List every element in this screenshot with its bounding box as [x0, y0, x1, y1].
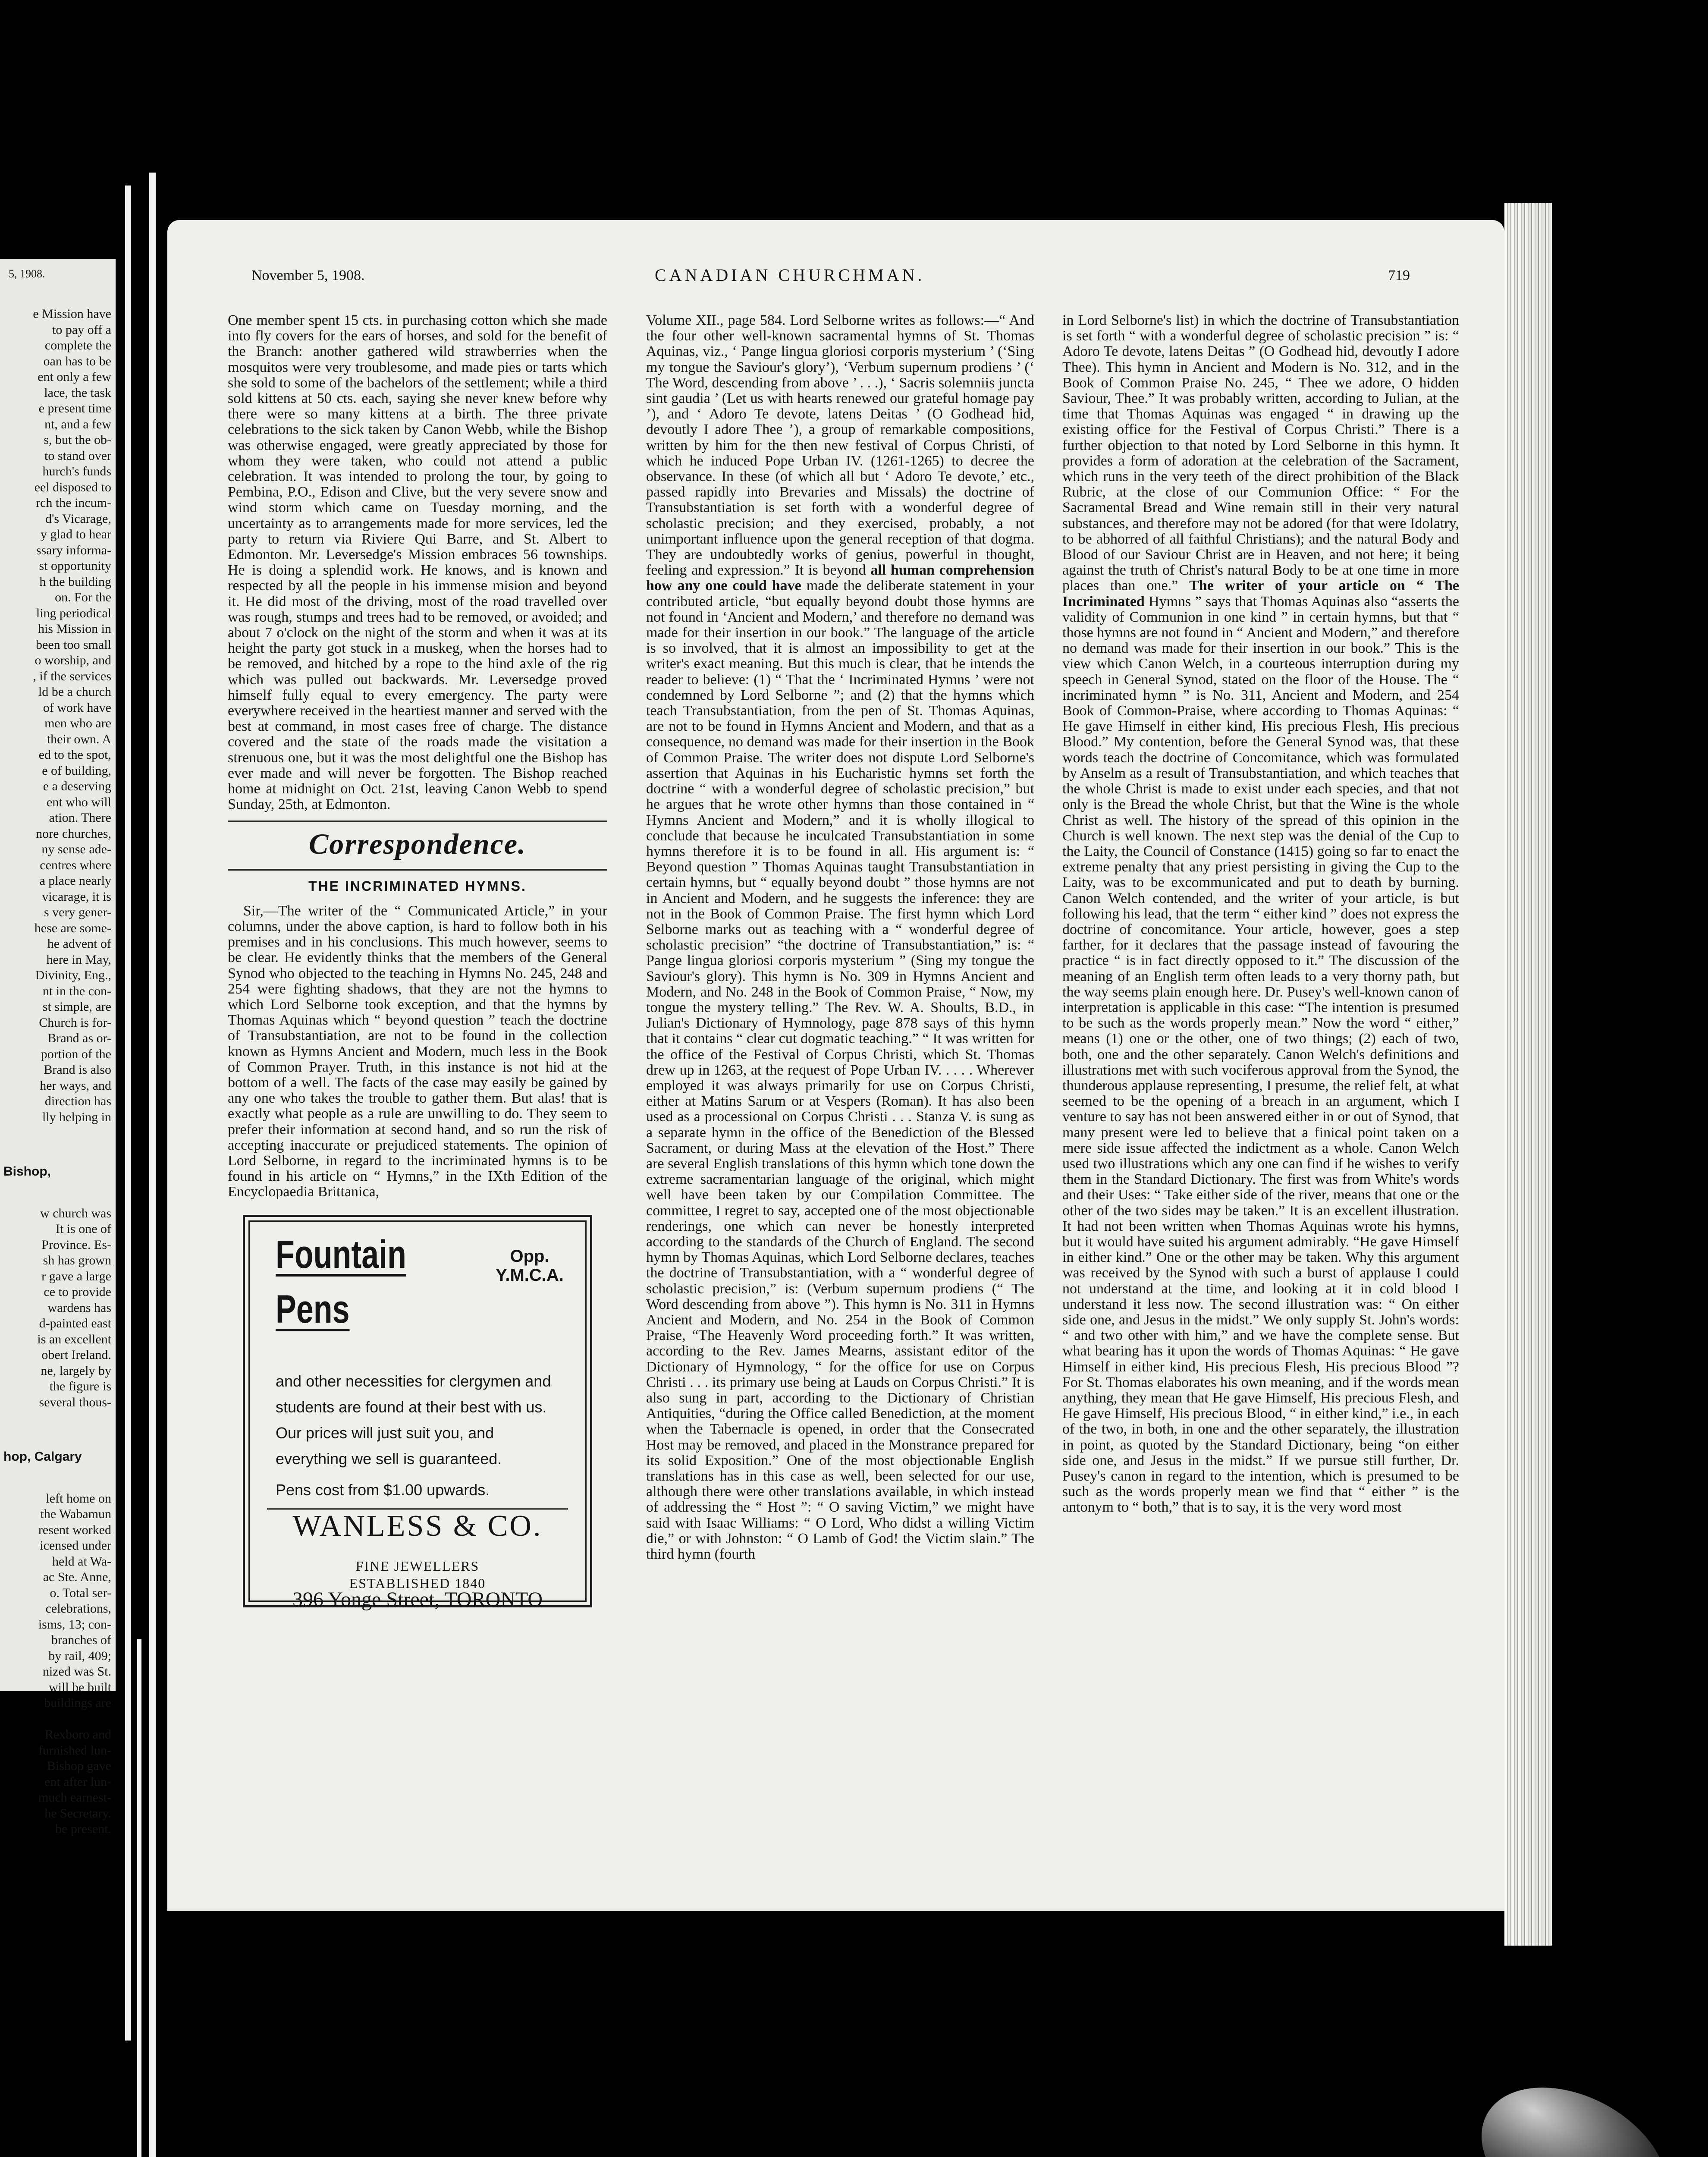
left-page-heading: hop, Calgary [3, 1450, 82, 1464]
left-page-line: rch the incum- [36, 496, 111, 510]
left-page-line: It is one of [55, 1222, 111, 1236]
left-page-line: e of building, [42, 763, 111, 778]
left-page-line: of work have [43, 700, 111, 715]
left-page-line: st simple, are [42, 1000, 111, 1014]
left-page-line: to pay off a [52, 322, 111, 337]
left-page-line: hese are some- [34, 921, 111, 935]
left-page-text [3, 306, 111, 1837]
left-page-line: her ways, and [40, 1078, 111, 1093]
ad-headline-fountain: Fountain [276, 1232, 406, 1277]
left-page-line: portion of the [41, 1047, 111, 1061]
left-page-line: r gave a large [41, 1269, 111, 1283]
left-page-line: vicarage, it is [42, 889, 111, 904]
ad-company: WANLESS & CO. [292, 1509, 543, 1543]
left-page-line: ent only a few [38, 370, 111, 384]
left-page-line: by rail, 409; [48, 1648, 111, 1663]
ad-address: 396 Yonge Street, TORONTO [292, 1588, 543, 1611]
page-number: 719 [1388, 267, 1410, 283]
left-page-line: e a deserving [43, 779, 111, 793]
column-2 [646, 313, 1034, 1563]
letter-text: in Lord Selborne's list) in which the doctrine of Transubstantiation is set forth “ with a wonderful degree of scholastic precision ” is: “ Adoro Te devote, latens Deitas ” (O Godhead hid, devoutly I adore Thee). This hymn in Ancient and Modern is No. 312, and in the Book of Common Praise No. 245, “ Thee we adore, O hidden Saviour, Thee.” It was probably written, according to Julian, at the time that Thomas Aquinas was engaged “ in drawing up the existing office for the Festival of Corpus Christi.” There is a further objection to that noted by Lord Selborne in this hymn. It provides a form of adoration at the celebration of the Sacrament, which runs in the very teeth of the direct prohibition of the Black Rubric, at the close of our Communion Office: “ For the Sacramental Bread and Wine remain still in their very natural substances, and therefore may not be adored (for that were Idolatry, to be abhorred of all faithful Christians); and the natural Body and Blood of our Saviour Christ are in Heaven, and not here; it being against the truth of Christ's natural Body to be at one time in more places than one.” [1062, 312, 1459, 594]
left-page-line: ent who will [47, 795, 111, 809]
left-page-line: resent worked [38, 1522, 111, 1537]
left-page-line: ation. There [49, 811, 111, 825]
masthead-title: CANADIAN CHURCHMAN. [655, 265, 925, 285]
left-page-line: he advent of [47, 937, 111, 951]
left-page-line: e Mission have [33, 307, 111, 321]
left-page-line: ne, largely by [41, 1363, 111, 1378]
left-running-head: 5, 1908. [9, 267, 45, 280]
left-page-line: nt in the con- [42, 984, 111, 998]
ad-location: Opp. Y.M.C.A. [496, 1246, 564, 1285]
ad-trade-line: FINE JEWELLERS [355, 1558, 480, 1574]
ad-trade [250, 1557, 585, 1592]
left-page-line: left home on [46, 1491, 111, 1506]
issue-date: November 5, 1908. [251, 267, 365, 283]
left-page-line: the Wabamun [40, 1507, 111, 1521]
ad-body [276, 1368, 569, 1503]
left-page-fragment [0, 259, 116, 1836]
left-page-line: furnished lun- [38, 1743, 111, 1758]
left-page-line: ce to provide [44, 1285, 111, 1299]
left-page-line: h the building [39, 574, 111, 589]
ad-established: ESTABLISHED 1840 [349, 1575, 486, 1591]
left-page-line: several thous- [39, 1395, 111, 1409]
left-page-line: held at Wa- [52, 1554, 111, 1569]
left-page-line: ent after lun- [44, 1774, 111, 1789]
left-page-line: lly helping in [42, 1110, 111, 1124]
left-page-line: s, but the ob- [44, 433, 111, 447]
letter-text: made the deliberate statement in your contributed article, “but equally beyond doubt those hymns are not found in ‘Ancient and Modern,’ and therefore no demand was made for their insertion in our book.” The language of the article is so involved, that it is almost an impossibility to get at the writer's exact meaning. But this much is clear, that he intends the reader to believe: (1) “ That the ‘ Incriminated Hymns ’ were not condemned by Lord Selborne ”; and (2) that the hymns which teach Transubstantiation, from the pen of St. Thomas Aquinas, are not to be found in Hymns Ancient and Modern, and that as a consequence, no demand was made for their insertion in the Book of Common Praise. The writer does not dispute Lord Selborne's assertion that Aquinas in his Eucharistic hymns set forth the doctrine “ with a wonderful degree of scholastic precision,” but he argues that he wrote other hymns than those contained in “ Hymns Ancient and Modern,” and it is wholly illogical to conclude that because he inculcated Transubstantiation in some hymns therefore it is to be found in all. His argument is: “ Beyond question ” Thomas Aquinas taught Transubstantiation in certain hymns, but “ equally beyond doubt ” those hymns are not in Ancient and Modern, and he suggests the inference: they are not in the Book of Common Praise. The first hymn which Lord Selborne marks out as teaching with a “ wonderful degree of scholastic precision” “the doctrine of Transubstantiation,” is: “ Pange lingua gloriosi corporis mysterium ” (Sing my tongue the Saviour's glory). This hymn is No. 309 in Hymns Ancient and Modern, and No. 248 in the Book of Common Praise, “ Now, my tongue the mystery telling.” The Rev. W. A. Shoults, B.D., in Julian's Dictionary of Hymnology, page 878 says of this hymn that it contains “ clear cut dogmatic teaching.” “ It was written for the office of the Festival of Corpus Christi, which St. Thomas drew up in 1263, at the request of Pope Urban IV. . . . . Wherever employed it was always primarily for use on Corpus Christi, either at Matins Sarum or at Vespers (Roman). It has also been used as a processional on Corpus Christi . . . Stanza V. is sung as a separate hymn in the office of the Benediction of the Blessed Sacrament, or during Mass at the elevation of the Host.” There are several English translations of this hymn which tone down the extreme sacramentarian language of the original, which might well have been taken by our Compilation Committee. The committee, I regret to say, accepted one of the most objectionable renderings, one which can never be honestly interpreted according to the standards of the Church of England. The second hymn by Thomas Aquinas, which Lord Selborne declares, teaches the doctrine of Transubstantiation, with a “ wonderful degree of scholastic precision,” is: (Verbum supernum prodiens (“ The Word descending from above ”). This hymn is No. 311 in Hymns Ancient and Modern, and No. 254 in the Book of Common Praise, “The Heavenly Word proceeding forth.” It was written, according to the Rev. James Mearns, assistant editor of the Dictionary of Hymnology, “ for the office for use on Corpus Christi . . . its primary use being at Lauds on Corpus Christi.” It is also sung in part, according to the Dictionary of Christian Antiquities, “during the Office called Benediction, at the moment when the Tabernacle is opened, in order that the Consecrated Host may be removed, and placed in the Monstrance prepared for its solid Exposition.” One of the most objectionable English translations has in this case as well, been selected for our use, although there were other translations available, in which instead of addressing the “ Host ”: “ O saving Victim,” we might have said with Isaac Williams: “ O Lord, Who didst a willing Victim die,” or with Johnston: “ O Lamb of God! the Victim slain.” The third hymn (fourth [646, 578, 1035, 1563]
left-page-line: nt, and a few [44, 417, 111, 431]
left-page-line: complete the [44, 338, 111, 352]
letter-continued [1062, 313, 1459, 1516]
mission-report-paragraph: One member spent 15 cts. in purchasing cotton which she made into fly covers for the ears of horses, and sold for the benefit of the Branch: another gathered wild strawberries when the mosquitos were very troublesome, and made pies or tarts which she sold to some of the bachelors of the settlement; while a third sold kittens at 50 cts. each, saying she never knew before why there were so many kittens at a birth. The three private celebrations to the sick taken by Canon Webb, while the Bishop was otherwise engaged, were greatly appreciated by those for whom they were taken, who could not attend a public celebration. It was intended to prolong the tour, by going to Pembina, P.O., Edison and Clive, but the very severe snow and wind storm which came on Tuesday morning, and the uncertainty as to arrangements made for more services, led the party to return via Riviere Qui Barre, and St. Albert to Edmonton. Mr. Leversedge's Mission embraces 56 townships. He is doing a splendid work. He knows, and is known and respected by all the people in his immense mision and beyond it. He did most of the driving, most of the road travelled over was rough, stumps and trees had to be removed, or avoided; and about 7 o'clock on the night of the storm and when it was at its height the party got stuck in a muskeg, when the horses had to be removed, and hitched by a rope to the hind axle of the rig which was pulled out backwards. Mr. Leversedge proved himself fully equal to every emergency. The party were everywhere received in the heartiest manner and served with the best at command, in most cases free of charge. The distance covered and the state of the roads made the visitation a strenuous one, but it was the most delightful one the Bishop has ever made and will never be forgotten. The Bishop reached home at midnight on Oct. 21st, leaving Canon Webb to spend Sunday, 25th, at Edmonton. [228, 312, 607, 813]
left-page-line: celebrations, [45, 1601, 111, 1616]
ad-headline-pens: Pens [276, 1287, 350, 1331]
left-page-line: here in May, [46, 952, 111, 967]
left-page-line: Bishop gave [47, 1759, 111, 1773]
left-page-line: d-painted east [39, 1316, 111, 1330]
left-page-line: , if the services [33, 669, 111, 683]
left-page-line: much earnest- [38, 1790, 111, 1805]
left-page-line: his Mission in [38, 622, 111, 636]
left-page-line: nore churches, [36, 826, 111, 841]
left-page-line: Brand as or- [47, 1031, 111, 1045]
ad-price: Pens cost from $1.00 upwards. [276, 1481, 490, 1499]
left-page-line: Church is for- [39, 1015, 111, 1030]
left-page-line: icensed under [40, 1538, 111, 1553]
left-page-line: eel disposed to [34, 480, 111, 494]
left-page-line: on. For the [55, 590, 111, 604]
left-page-line: s very gener- [44, 905, 111, 919]
left-page-line: hurch's funds [42, 464, 111, 478]
left-page-line: d's Vicarage, [45, 511, 111, 526]
left-page-line: isms, 13; con- [38, 1617, 111, 1632]
left-page-heading: Bishop, [3, 1164, 51, 1179]
volume-page-edges [1504, 203, 1552, 1946]
column-3 [1062, 313, 1459, 1516]
left-page-line: is an excellent [37, 1332, 111, 1346]
left-page-line: ld be a church [38, 685, 111, 699]
left-page-line: ac Ste. Anne, [43, 1570, 111, 1584]
left-page-line: Divinity, Eng., [35, 968, 111, 982]
fountain-pens-advertisement [243, 1215, 592, 1611]
left-page-line: lace, the task [44, 385, 111, 400]
left-page-line: Province. Es- [41, 1237, 111, 1252]
section-rule [228, 821, 607, 822]
newspaper-page [167, 220, 1504, 1911]
left-page-line: wardens has [47, 1300, 111, 1315]
left-page-line: ny sense ade- [41, 842, 111, 856]
left-page-line: he Secretary. [44, 1806, 111, 1821]
left-page-line: a place nearly [39, 874, 111, 888]
section-rule [228, 869, 607, 871]
letter-bold-text: The writer of your article on “ The Incriminated [1062, 578, 1459, 610]
left-page-line: Rexboro and [44, 1727, 111, 1742]
left-page-line: to stand over [44, 448, 111, 463]
left-page-line: o worship, and [35, 653, 111, 667]
left-page-line: sh has grown [43, 1253, 111, 1267]
scan-gutter-bar [149, 173, 156, 2157]
left-page-line: their own. A [47, 732, 111, 746]
scanner-glare [1457, 2058, 1692, 2157]
letter-body: Sir,—The writer of the “ Communicated Article,” in your columns, under the above caption, is hard to follow both in his premises and in his conclusions. This much however, seems to be clear. He evidently thinks that the members of the General Synod who objected to the teaching in Hymns No. 245, 248 and 254 were fighting shadows, that they are not the hymns to which Lord Selborne took exception, and that the hymns by Thomas Aquinas which “ beyond question ” teach the doctrine of Transubstantiation, are not to be found in the collection known as Hymns Ancient and Modern, much less in the Book of Common Prayer. Truth, in this instance is not hid at the bottom of a well. The facts of the case may easily be gained by any one who takes the trouble to gather them. But alas! that is exactly what people as a rule are unwilling to do. They seem to prefer their information at second hand, and so run the risk of accepting inaccurate or prejudiced statements. The opinion of Lord Selborne, in regard to the incriminated hymns is to be found in his article on “ Hymns,” in the IXth Edition of the Encyclopaedia Brittanica, [228, 902, 607, 1200]
column-1 [228, 312, 607, 1611]
left-page-line: the figure is [49, 1379, 111, 1393]
left-page-line: oan has to be [43, 354, 111, 368]
left-page-line: ling periodical [36, 606, 111, 620]
left-page-line: men who are [44, 716, 111, 730]
left-page-line: y glad to hear [40, 527, 111, 541]
scan-gutter-bar [125, 186, 131, 2041]
left-page-line: direction has [44, 1094, 111, 1108]
left-page-line: be present. [55, 1822, 111, 1836]
left-page-line: will be built [49, 1680, 111, 1695]
scan-gutter-bar [137, 1639, 141, 2157]
left-page-line: w church was [40, 1206, 111, 1220]
letter-continued [646, 313, 1034, 1562]
left-page-line: nized was St. [42, 1664, 111, 1679]
left-page-line: centres where [40, 858, 111, 872]
left-page-line: buildings are [44, 1696, 111, 1710]
left-page-line: obert Ireland. [41, 1348, 111, 1362]
left-page-line: ed to the spot, [38, 748, 111, 762]
left-page-line: e present time [38, 401, 111, 415]
letter-text: Volume XII., page 584. Lord Selborne writes as follows:—“ And the four other well-known sacramental hymns of St. Thomas Aquinas, viz., ‘ Pange lingua gloriosi corporis mysterium ’ (‘Sing my tongue the Saviour's glory’), ‘Verbum supernum prodiens ’ (‘ The Word, descending from above ’ . . .), ‘ Sacris solemniis juncta sint gaudia ’ (Let us with hearts renewed our grateful homage pay ’), and ‘ Adoro Te devote, latens Deitas ’ (O Godhead hid, devoutly I adore Thee ’), a group of remarkable compositions, written by him for the then new festival of Corpus Christi, of which he induced Pope Urban IV. (1261-1265) to decree the observance. In these (of which all but ‘ Adoro Te devote,’ etc., passed rapidly into Brevaries and Missals) the doctrine of Transubstantiation is set forth with a wonderful degree of scholastic precision; and they exercised, probably, a not unimportant influence upon the general reception of that dogma. They are undoubtedly works of genius, powerful in thought, feeling and expression.” It is beyond [646, 312, 1034, 579]
ad-body-text: and other necessities for clergymen and students are found at their best with us. Our prices will just suit you, and everything we sell is guaranteed. [276, 1372, 551, 1468]
left-page-line: st opportunity [39, 559, 111, 573]
letter-text: Hymns ” says that Thomas Aquinas also “asserts the validity of Communion in one kind ” in certain hymns, but that “ those hymns are not found in “ Ancient and Modern,” and therefore no demand was made for their insertion in our book.” This is the view which Canon Welch, in a courteous interruption during my speech in General Synod, stated on the floor of the House. The “ incriminated hymn ” is No. 311, Ancient and Modern, and 254 Book of Common-Praise, where according to Thomas Aquinas: “ He gave Himself in either kind, His precious Flesh, His precious Blood.” My contention, before the General Synod was, that these words teach the doctrine of Concomitance, which was formulated by Anselm as a result of Transubstantiation, and which teaches that the whole Christ is made to exist under each species, and that not only is the Bread the whole Christ, but that the Wine is the whole Christ as well. The history of the spread of this opinion in the Church is well known. The next step was the denial of the Cup to the Laity, the Council of Constance (1415) going so far to enact the extreme penalty that any priest persisting in giving the Cup to the Laity, was to be excommunicated and put to death by burning. Canon Welch contended, and the writer of your article, is but following his lead, that the term “ either kind ” does not express the doctrine of concomitance. Your article, however, goes a step farther, for it declares that the passage instead of favouring the practice “ is in fact directly opposed to it.” The discussion of the meaning of an English term often leads to a very thorny path, but the way seems plain enough here. Dr. Pusey's well-known canon of interpretation is applicable in this case: “The intention is presumed to be such as the words properly mean.” Now the word “ either,” means (1) one or the other, one of two things; (2) each of two, both, one and the other separately. Canon Welch's definitions and illustrations met with such vociferous approval from the Synod, the thunderous applause representing, I presume, the relief felt, at what seemed to be the opening of a breach in an argument, which I venture to say has not been answered either in or out of Synod, that many present were led to believe that a finical point taken on a mere side issue affected the indictment as a whole. Canon Welch used two illustrations which any one can find if he wishes to verify them in the Standard Dictionary. The first was from White's words and their Uses: “ Take either side of the river, means that one or the other of the two sides may be taken.” It is an excellent illustration. It had not been written when Thomas Aquinas wrote his hymns, but it would have suited his argument admirably. “He gave Himself in either kind.” One or the other may be taken. Why this argument was received by the Synod with such a burst of applause I could not understand at the time, and looking at it in cold blood I understand it less now. The second illustration was: “ On either side one, and Jesus in the midst.” We only supply St. John's words: “ and two other with him,” and we have the complete sense. But what bearing has it upon the words of Thomas Aquinas: “ He gave Himself in either kind, His precious Flesh, His precious Blood ”? For St. Thomas elaborates his own meaning, and if the words mean anything, they mean that He gave Himself, His precious Flesh, and He gave Himself, His precious Blood, “ in either kind,” i.e., in each of the two, in both, in one and the other separately, the illustration in point, as quoted by the Standard Dictionary, being “on either side one, and Jesus in the midst.” If we pursue still further, Dr. Pusey's canon in regard to the intention, which is presumed to be such as the words properly mean we find that “ either ” is the antonym to “ both,” that is to say, it is the very word most [1062, 593, 1459, 1516]
left-page-line: branches of [51, 1633, 111, 1647]
correspondence-heading: Correspondence. [308, 827, 527, 860]
left-page-line: Brand is also [44, 1063, 111, 1077]
left-page-line: been too small [36, 637, 111, 652]
letter-title: THE INCRIMINATED HYMNS. [308, 878, 527, 894]
left-page-line: o. Total ser- [50, 1585, 111, 1600]
letter-bold-text: all human comprehension how any one could have [646, 562, 1035, 594]
left-page-line [3, 1711, 111, 1727]
left-page-line: ssary informa- [36, 543, 111, 557]
